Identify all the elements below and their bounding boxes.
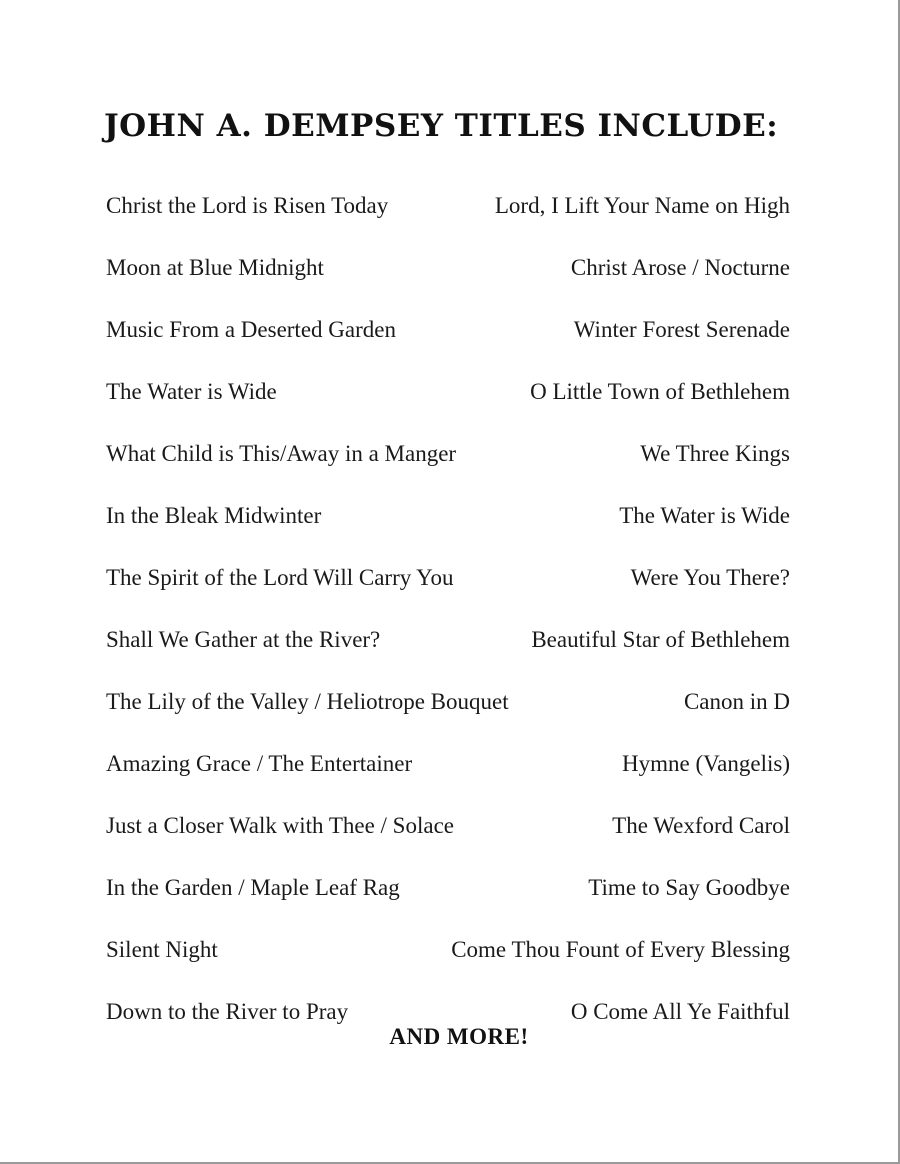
title-right: We Three Kings [640,441,790,466]
title-left: Silent Night [106,937,218,962]
title-row [106,312,790,374]
title-right: Were You There? [630,565,790,590]
page-title: JOHN A. DEMPSEY TITLES INCLUDE: [104,108,779,144]
title-row [106,808,790,870]
title-left: Music From a Deserted Garden [106,317,396,342]
title-right: Come Thou Fount of Every Blessing [451,937,790,962]
title-left: Down to the River to Pray [106,999,349,1024]
title-row [106,684,790,746]
title-left: The Lily of the Valley / Heliotrope Bouquet [106,689,509,714]
title-row [106,560,790,622]
title-left: Amazing Grace / The Entertainer [106,751,413,776]
title-right: Time to Say Goodbye [588,875,790,900]
title-left: In the Bleak Midwinter [106,503,322,528]
title-row [106,250,790,312]
title-right: Lord, I Lift Your Name on High [494,193,790,218]
title-right: O Little Town of Bethlehem [530,379,790,404]
title-right: Beautiful Star of Bethlehem [531,627,790,652]
title-left: Christ the Lord is Risen Today [106,193,389,218]
title-left: Moon at Blue Midnight [106,255,324,280]
title-row [106,436,790,498]
title-right: The Wexford Carol [612,813,790,838]
title-right: Hymne (Vangelis) [622,751,790,776]
title-left: Just a Closer Walk with Thee / Solace [106,813,454,838]
title-right: Christ Arose / Nocturne [570,255,790,280]
title-left: The Spirit of the Lord Will Carry You [106,565,454,590]
title-left: What Child is This/Away in a Manger [106,441,457,466]
title-right: O Come All Ye Faithful [570,999,790,1024]
title-right: Canon in D [683,689,790,714]
title-left: In the Garden / Maple Leaf Rag [106,875,400,900]
title-left: Shall We Gather at the River? [106,627,381,652]
title-right: The Water is Wide [619,503,790,528]
title-row [106,374,790,436]
title-list [106,188,790,1056]
title-row [106,870,790,932]
title-row [106,746,790,808]
title-row [106,932,790,994]
title-row [106,188,790,250]
title-row [106,498,790,560]
title-left: The Water is Wide [106,379,277,404]
and-more-footer: AND MORE! [389,1024,529,1049]
title-row [106,622,790,684]
title-right: Winter Forest Serenade [573,317,790,342]
